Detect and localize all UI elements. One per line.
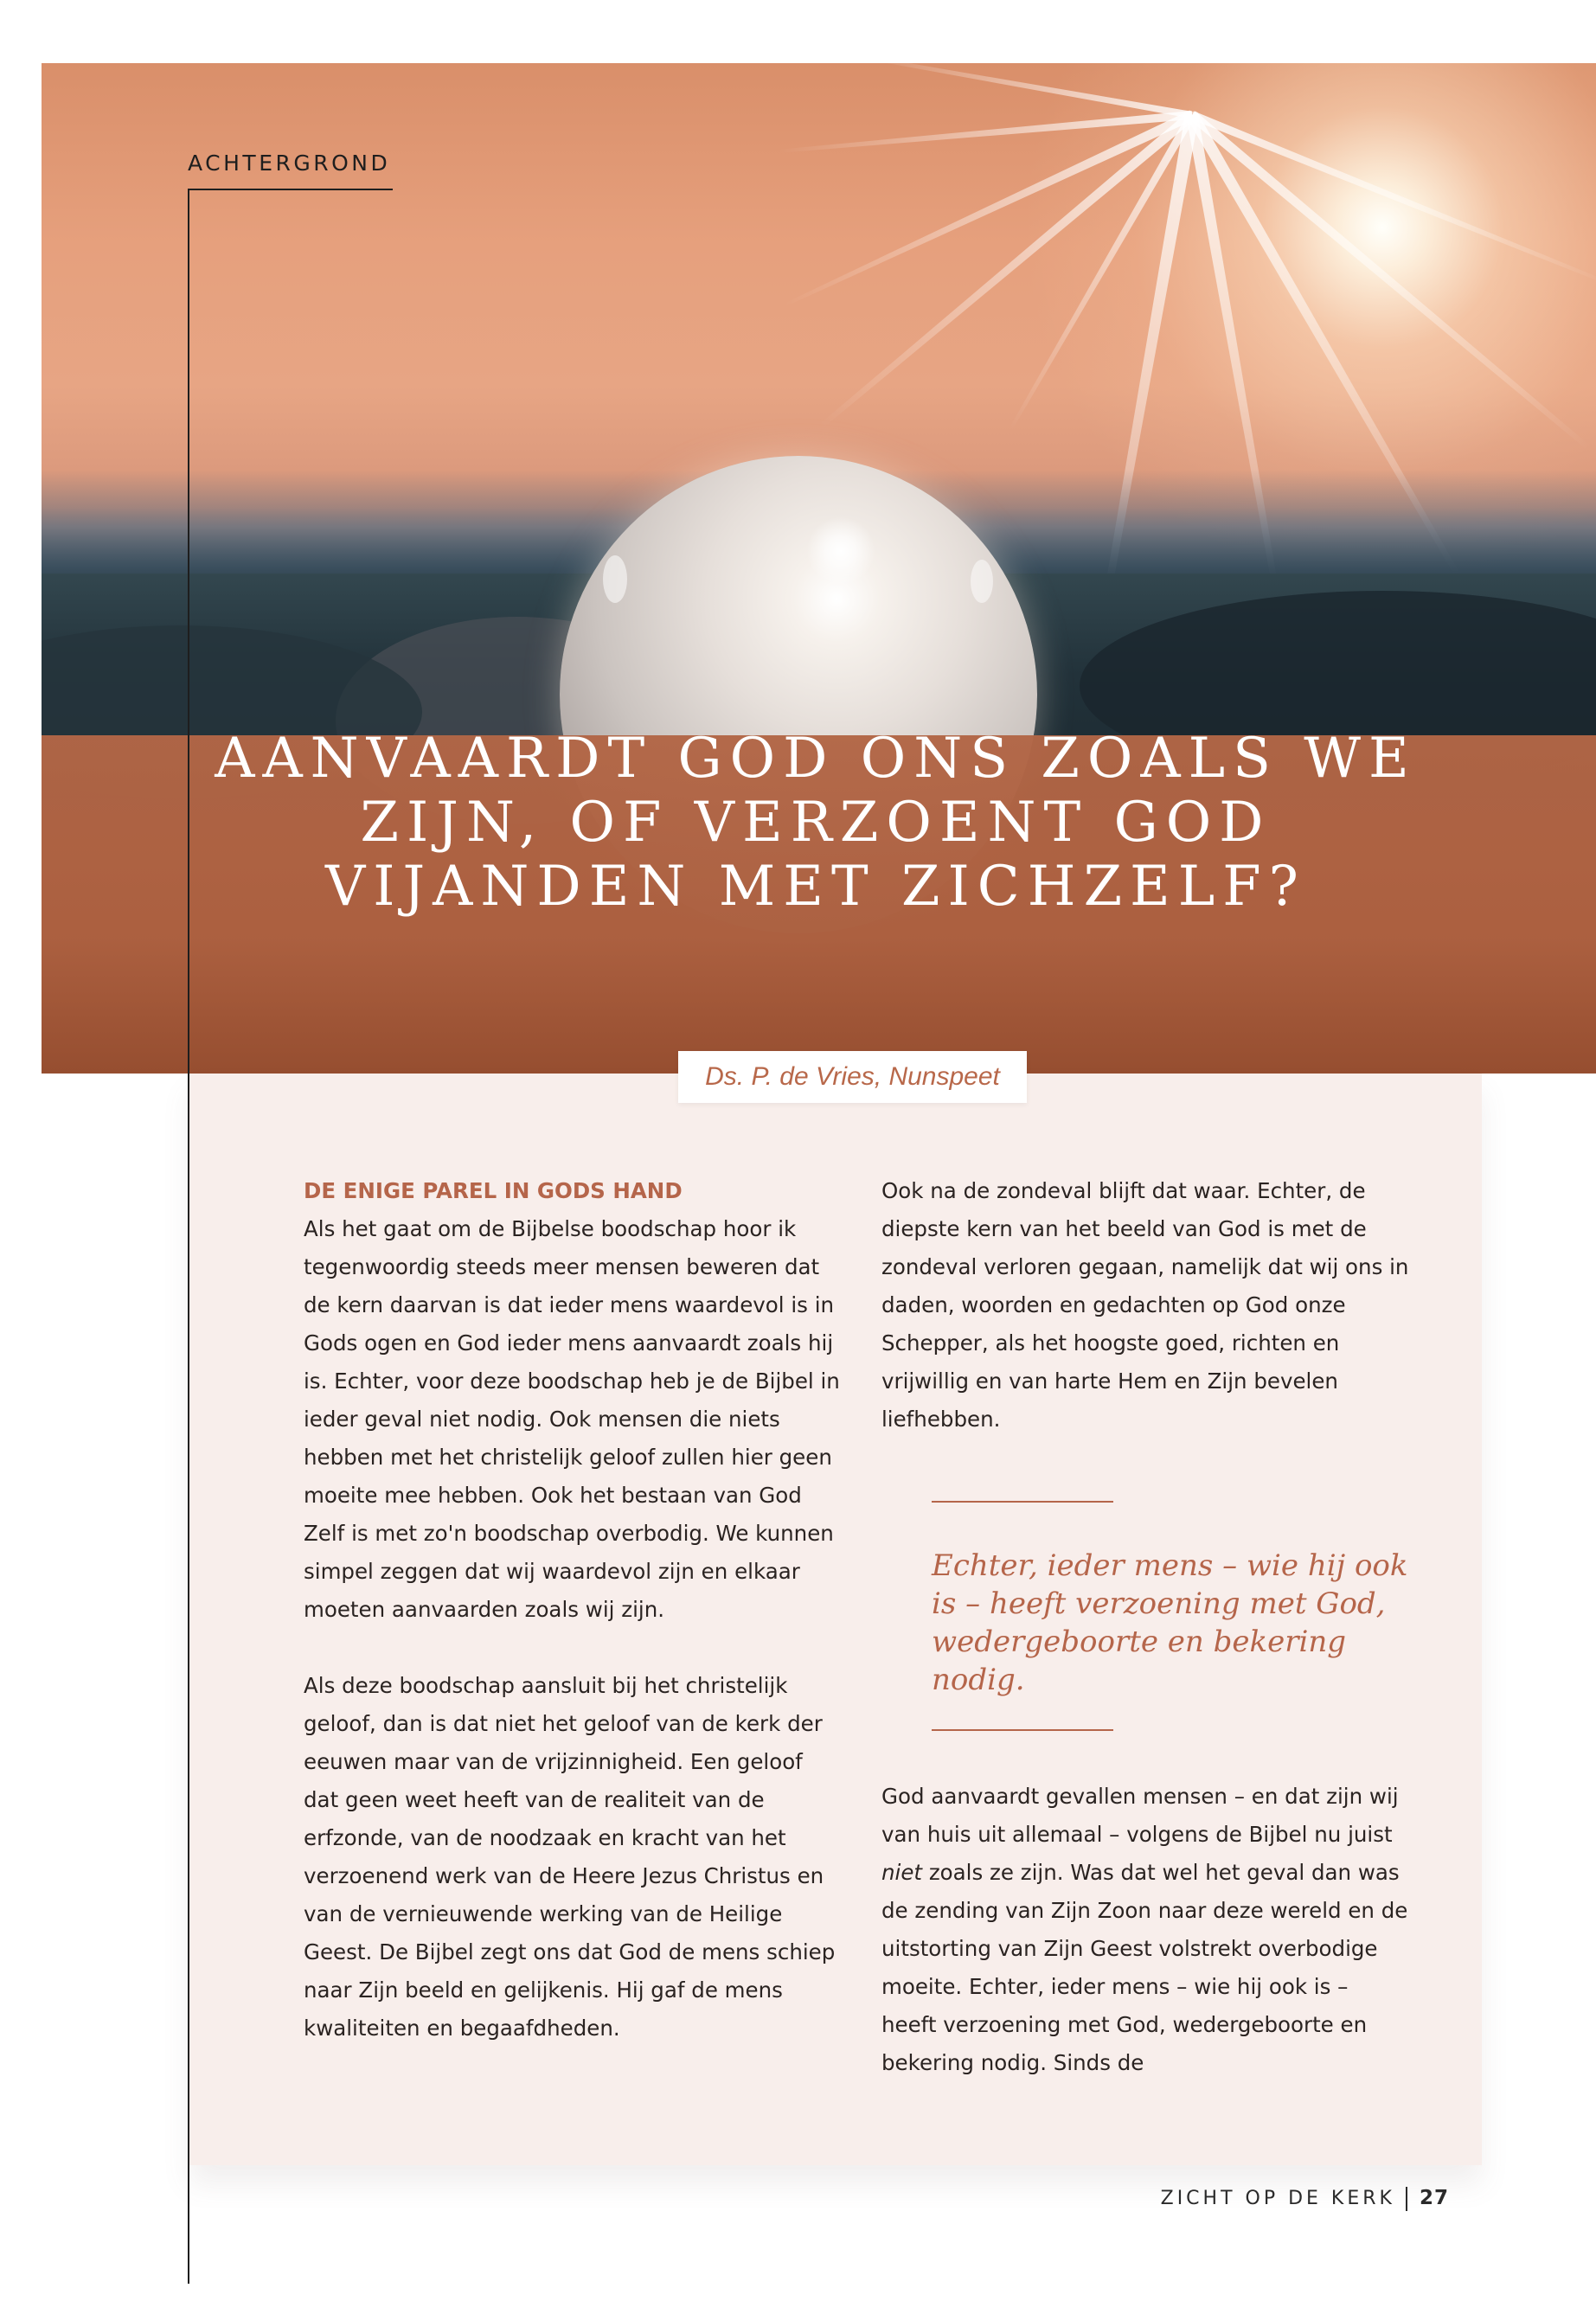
hero-image [42, 63, 1596, 1074]
pullquote: Echter, ieder mens – wie hij ook is – heeft verzoening met God, wedergeboorte en bekering nodig. [932, 1548, 1408, 1697]
section-heading: DE ENIGE PAREL IN GODS HAND [304, 1178, 683, 1203]
section-label-rule [188, 189, 393, 190]
paragraph-text: zoals ze zijn. Was dat wel het geval dan was de zending van Zijn Zoon naar deze wereld en de uitstorting van Zijn Geest volstrekt overbodige moeite. Echter, ieder mens – wie hij ook is – heeft verzoening met God, wedergeboorte en bekering nodig. Sinds de [881, 1860, 1408, 2075]
pullquote-rule-bottom [932, 1729, 1113, 1731]
right-paragraph-2 [881, 1778, 1409, 2082]
author-byline: Ds. P. de Vries, Nunspeet [678, 1051, 1027, 1103]
page-footer [1161, 2187, 1449, 2211]
pullquote-rule-top [932, 1501, 1113, 1503]
right-paragraph-1: Ook na de zondeval blijft dat waar. Echter, de diepste kern van het beeld van God is met de zondeval verloren gegaan, namelijk dat wij ons in daden, woorden en gedachten op God onze Schepper, als het hoogste goed, richten en vrijwillig en van harte Hem en Zijn bevelen liefhebben. [881, 1178, 1409, 1432]
left-paragraph-2: Als deze boodschap aansluit bij het christelijk geloof, dan is dat niet het geloof van de kerk der eeuwen maar van de vrijzinnigheid. Een geloof dat geen weet heeft van de realiteit van de erfzonde, van de noodzaak en kracht van het verzoenend werk van de Heere Jezus Christus en van de vernieuwende werking van de Heilige Geest. De Bijbel zegt ons dat God de mens schiep naar Zijn beeld en gelijkenis. Hij gaf de mens kwaliteiten en begaafdheden. [304, 1673, 836, 2041]
paragraph-text: God aanvaardt gevallen mensen – en dat zijn wij van huis uit allemaal – volgens de Bijbel nu juist [881, 1784, 1399, 1847]
right-column-top [881, 1172, 1409, 1439]
right-column-bottom [881, 1778, 1409, 2082]
emphasis-text: niet [881, 1860, 923, 1885]
left-column [304, 1172, 840, 2048]
left-paragraph-1: Als het gaat om de Bijbelse boodschap hoor ik tegenwoordig steeds meer mensen beweren dat de kern daarvan is dat ieder mens waardevol is in Gods ogen en God ieder mens aanvaardt zoals hij is. Echter, voor deze boodschap heb je de Bijbel in ieder geval niet nodig. Ook mensen die niets hebben met het christelijk geloof zullen hier geen moeite mee hebben. Ook het bestaan van God Zelf is met zo'n boodschap overbodig. We kunnen simpel zeggen dat wij waardevol zijn en elkaar moeten aanvaarden zoals wij zijn. [304, 1216, 840, 1622]
article-title: AANVAARDT GOD ONS ZOALS WE ZIJN, OF VERZOENT GOD VIJANDEN MET ZICHZELF? [215, 727, 1417, 919]
footer-separator [1406, 2187, 1407, 2211]
publication-name: ZICHT OP DE KERK [1160, 2188, 1395, 2209]
section-label: ACHTERGROND [188, 151, 391, 176]
page-number: 27 [1419, 2187, 1449, 2209]
